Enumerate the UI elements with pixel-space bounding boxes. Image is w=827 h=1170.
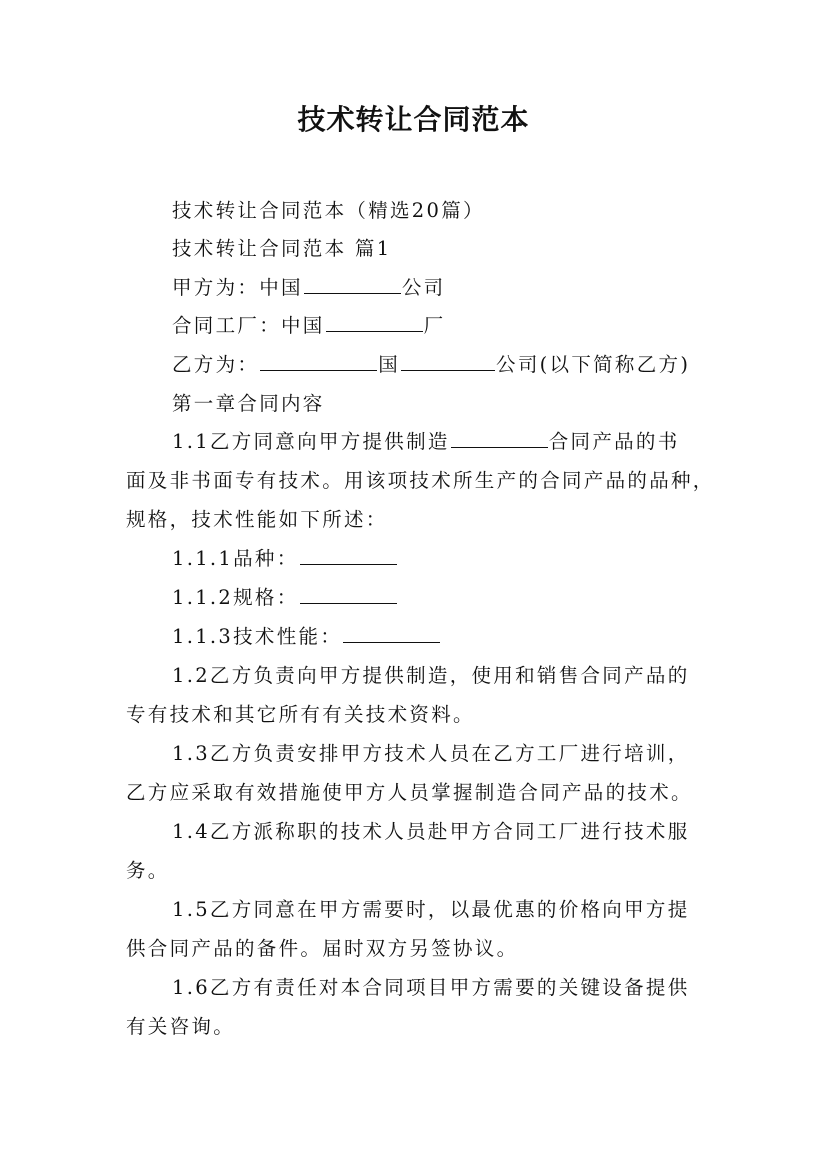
factory-line xyxy=(172,312,445,340)
subtitle: 技术转让合同范本（精选20篇） xyxy=(172,199,485,222)
factory-suffix: 厂 xyxy=(423,314,446,337)
clause-1-3-line2: 乙方应采取有效措施使甲方人员掌握制造合同产品的技术。 xyxy=(126,781,693,804)
party-b-blank-company xyxy=(401,351,495,371)
party-a-blank xyxy=(304,274,401,294)
clause-1-3-line1: 1.3乙方负责安排甲方技术人员在乙方工厂进行培训， xyxy=(172,742,690,765)
clause-1-6-line1: 1.6乙方有责任对本合同项目甲方需要的关键设备提供 xyxy=(172,976,690,999)
clause-1-5-line2: 供合同产品的备件。届时双方另签协议。 xyxy=(126,937,519,960)
clause-1-1-1-label: 1.1.1品种： xyxy=(172,547,299,570)
clause-1-1-prefix: 1.1乙方同意向甲方提供制造 xyxy=(172,430,450,453)
party-b-line xyxy=(172,351,690,379)
variety-blank xyxy=(300,545,397,565)
clause-1-2-line1: 1.2乙方负责向甲方提供制造，使用和销售合同产品的 xyxy=(172,664,690,687)
performance-blank xyxy=(343,623,440,643)
clause-1-1-suffix: 合同产品的书 xyxy=(548,430,680,453)
clause-1-1-2 xyxy=(172,584,398,612)
spec-blank xyxy=(300,584,397,604)
clause-1-1-blank xyxy=(451,428,548,448)
party-a-prefix: 甲方为：中国 xyxy=(172,276,303,299)
party-a-suffix: 公司 xyxy=(401,276,446,299)
factory-blank xyxy=(326,312,423,332)
section-heading: 技术转让合同范本 篇1 xyxy=(172,237,392,260)
clause-1-4-line2: 务。 xyxy=(126,859,170,882)
clause-1-1-line3: 规格，技术性能如下所述： xyxy=(126,508,388,531)
clause-1-1-3-label: 1.1.3技术性能： xyxy=(172,625,343,648)
clause-1-5-line1: 1.5乙方同意在甲方需要时，以最优惠的价格向甲方提 xyxy=(172,898,690,921)
party-b-prefix: 乙方为： xyxy=(172,353,260,376)
clause-1-1-line2: 面及非书面专有技术。用该项技术所生产的合同产品的品种， xyxy=(126,469,715,492)
party-b-mid: 国 xyxy=(378,353,401,376)
clause-1-4-line1: 1.4乙方派称职的技术人员赴甲方合同工厂进行技术服 xyxy=(172,820,690,843)
party-b-suffix: 公司(以下简称乙方) xyxy=(496,353,691,376)
clause-1-1-2-label: 1.1.2规格： xyxy=(172,586,299,609)
clause-1-1-1 xyxy=(172,545,398,573)
clause-1-2-line2: 专有技术和其它所有有关技术资料。 xyxy=(126,703,475,726)
clause-1-1-3 xyxy=(172,623,441,651)
clause-1-6-line2: 有关咨询。 xyxy=(126,1015,236,1038)
party-b-blank-country xyxy=(260,351,377,371)
clause-1-1-line1 xyxy=(172,428,680,456)
chapter-heading: 第一章合同内容 xyxy=(172,392,325,415)
party-a-line xyxy=(172,274,445,302)
factory-prefix: 合同工厂：中国 xyxy=(172,314,325,337)
document-title: 技术转让合同范本 xyxy=(297,103,530,136)
